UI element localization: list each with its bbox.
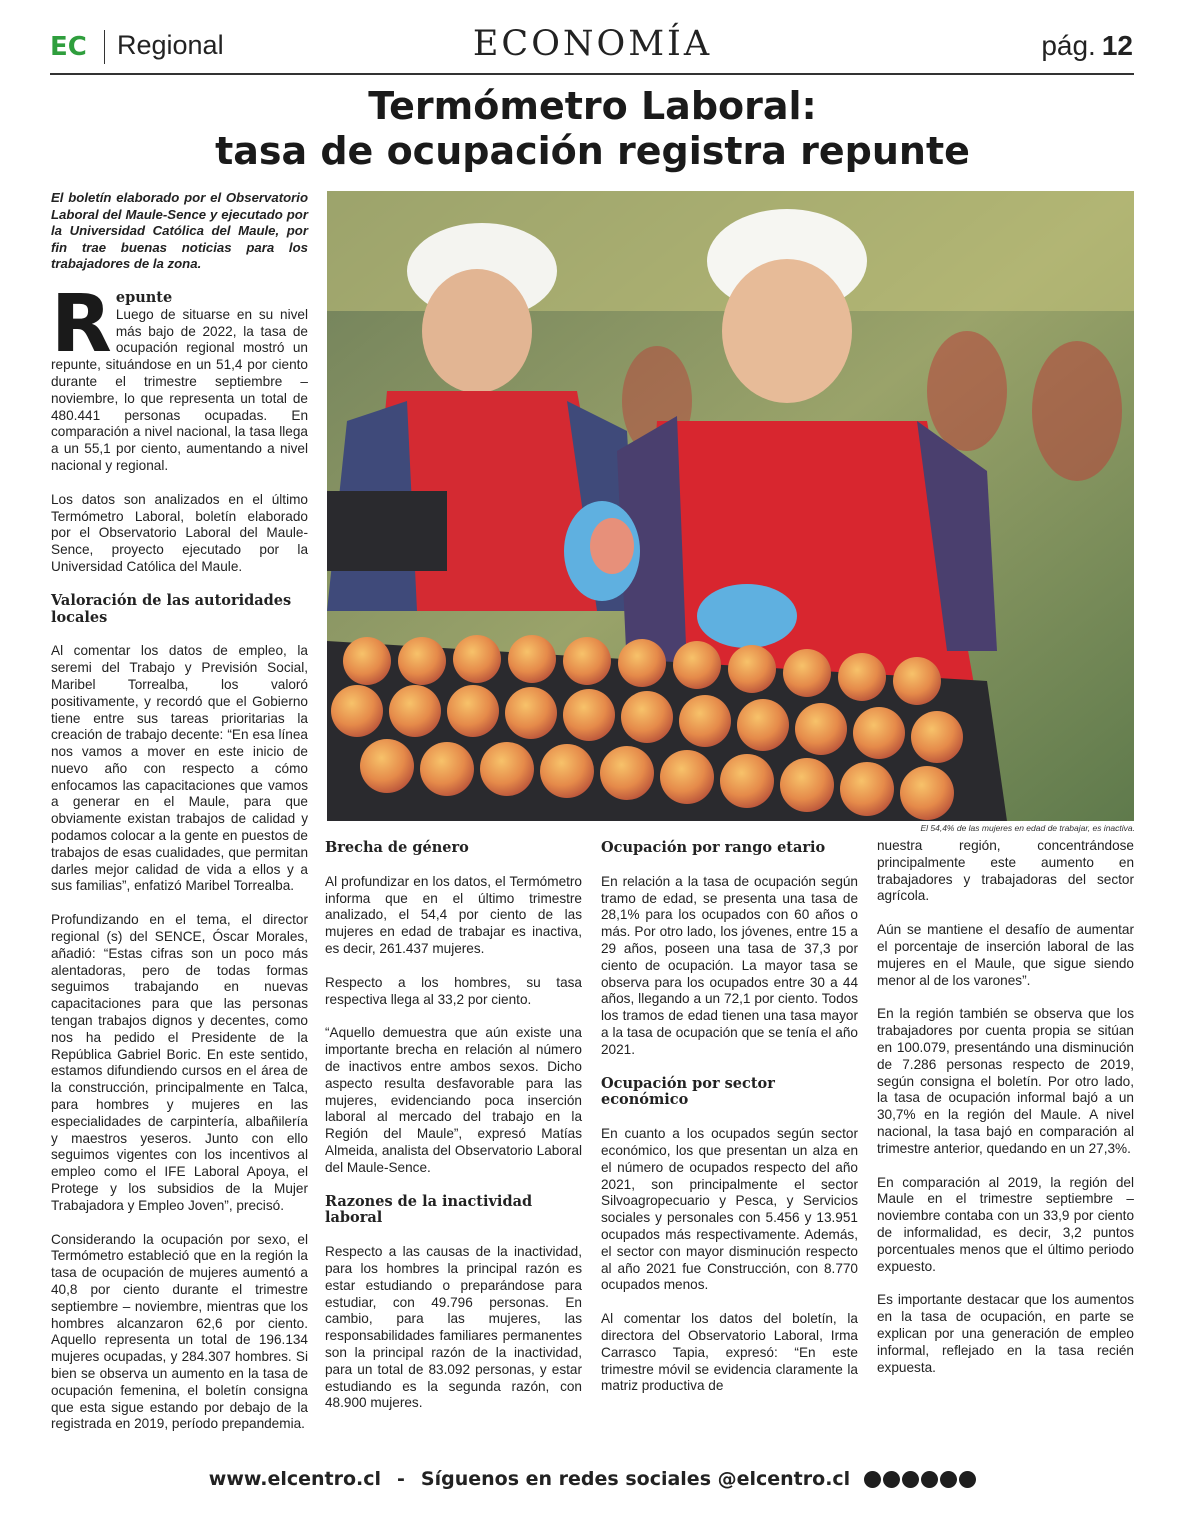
subheading: Ocupación por rango etario — [601, 839, 826, 856]
social-icons — [864, 1471, 976, 1488]
paragraph: En relación a la tasa de ocupación según tramo de edad, se presenta una tasa de 28,1% para los ocupados con 60 años o más. Por otro lado, los jóvenes, entre 15 a 29 años, poseen una tasa de 37,3 por ciento de ocupación. La mayor tasa se observa para los ocupados entre 30 a 44 años, llegando a un 72,1 por ciento. Todos los tramos de edad tienen una tasa mayor a la tasa de ocupación que se tenía el año 2021. — [601, 873, 858, 1057]
page-footer — [0, 1468, 1185, 1490]
column-4 — [877, 838, 1134, 1393]
paragraph: Considerando la ocupación por sexo, el Termómetro estableció que en la región la tasa de ocupación de mujeres aumentó a 40,8 por ciento durante el trimestre septiembre – noviembre, mientras que los hombres alcanzaron 62,6 por ciento. Aquello representa un total de 196.134 mujeres ocupadas, y 284.307 hombres. Si bien se observa un aumento en la tasa de ocupación femenina, el boletín consigna que esta sigue estando por debajo de la registrada en 2019, período prepandemia. — [51, 1231, 308, 1432]
youtube-icon[interactable] — [902, 1471, 919, 1488]
website-link[interactable]: www.elcentro.cl — [208, 1468, 382, 1490]
column-2 — [325, 840, 582, 1429]
paragraph: Luego de situarse en su nivel más bajo de 2022, la tasa de ocupación regional mostró un repunte, situándose en un 51,4 por ciento durante el trimestre septiembre – noviembre, lo que representa un total de 480.441 personas ocupadas. En comparación a nivel nacional, la tasa llega a un 55,1 por ciento, aumentando a nivel nacional y regional. — [51, 306, 308, 473]
paragraph: Aún se mantiene el desafío de aumentar el porcentaje de inserción laboral de las mujeres en el Maule, que sigue siendo menor al de los varones”. — [877, 922, 1134, 988]
headline-line-2: tasa de ocupación registra repunte — [215, 129, 970, 173]
paragraph: Respecto a los hombres, su tasa respectiva llega al 33,2 por ciento. — [325, 974, 582, 1007]
paragraph: En comparación al 2019, la región del Maule en el trimestre septiembre – noviembre contaba con un 33,9 por ciento de informalidad, es decir, 3,2 puntos porcentuales menos que el último periodo expuesto. — [877, 1174, 1134, 1274]
photo-illustration — [327, 191, 1134, 821]
section-title: ECONOMÍA — [472, 24, 713, 64]
instagram-icon[interactable] — [883, 1471, 900, 1488]
drop-cap: R — [51, 277, 112, 370]
twitter-icon[interactable] — [921, 1471, 938, 1488]
paragraph: Los datos son analizados en el último Termómetro Laboral, boletín elaborado por el Observatorio Laboral del Maule-Sence, proyecto ejecutado por la Universidad Católica del Maule. — [51, 491, 308, 574]
paragraph: En cuanto a los ocupados según sector económico, los que presentan un alza en el número de ocupados respecto del año 2021, son principalmente el sector Silvoagropecuario y Pesca, y Servicios sociales y personales con 5.456 y 13.951 ocupados más respectivamente. Además, el sector con mayor disminución respecto al año 2021 fue Construcción, con 8.770 ocupados menos. — [601, 1126, 858, 1293]
section-label: Regional — [117, 30, 224, 60]
photo-caption: El 54,4% de las mujeres en edad de trabajar, es inactiva. — [920, 823, 1135, 833]
facebook-icon[interactable] — [864, 1471, 881, 1488]
subheading: Razones de la inactividad laboral — [325, 1192, 533, 1227]
column-1 — [51, 190, 308, 1450]
paragraph: Al comentar los datos del boletín, la directora del Observatorio Laboral, Irma Carrasco Tapia, expresó: “En este trimestre móvil se evidencia claramente la matriz productiva de — [601, 1311, 858, 1394]
headline-line-1: Termómetro Laboral: — [368, 84, 817, 128]
subheading: Brecha de género — [325, 839, 469, 856]
paragraph: Al profundizar en los datos, el Termómetro informa que en el último trimestre analizado, el 54,4 por ciento de las mujeres en edad de trabajar es inactiva, es decir, 261.437 mujeres. — [325, 873, 582, 956]
paragraph: En la región también se observa que los trabajadores por cuenta propia se sitúan en 100.079, presentándo una disminución de 7.286 personas respecto de 2019, según consigna el boletín. Por otro lado, la tasa de ocupación informal bajó a un 30,7% en la región del Maule. A nivel nacional, la tasa bajó en comparación al trimestre anterior, quedando en un 27,3%. — [877, 1006, 1134, 1156]
article-photo — [327, 191, 1134, 821]
paragraph: nuestra región, concentrándose principalmente este aumento en trabajadores y trabajadoras del sector agrícola. — [877, 838, 1134, 904]
page-number — [1041, 30, 1133, 62]
drop-heading: epunte — [115, 288, 173, 306]
spotify-icon[interactable] — [940, 1471, 957, 1488]
paragraph: Profundizando en el tema, el director regional (s) del SENCE, Óscar Morales, añadió: “Estas cifras son un poco más alentadoras, pero de todas formas seguimos trabajando en nuevas capacitaciones para que las personas tengan trabajos dignos y decentes, como nos ha pedido el Presidente de la República Gabriel Boric. En este sentido, estamos difundiendo cursos en el área de la construcción, principalmente en Talca, para hombres y mujeres en las especialidades de carpintería, albañilería y maestros yeseros. Junto con ello seguimos vigentes con los incentivos al empleo como el IFE Laboral Apoya, el Protege y los subsidios de la Mujer Trabajadora y Empleo Joven”, precisó. — [51, 912, 308, 1213]
page-label: pág. — [1041, 30, 1096, 61]
article-headline — [40, 84, 1145, 174]
article-lead: El boletín elaborado por el Observatorio Laboral del Maule-Sence y ejecutado por la Universidad Católica del Maule, por fin trae buenas noticias para los trabajadores de la zona. — [51, 190, 308, 272]
page-value: 12 — [1101, 30, 1133, 61]
tiktok-icon[interactable] — [959, 1471, 976, 1488]
svg-text:EC: EC — [50, 32, 87, 62]
paragraph: Al comentar los datos de empleo, la seremi del Trabajo y Previsión Social, Maribel Torrealba, los valoró positivamente, y recordó que el Gobierno tiene entre sus tareas prioritarias la creación de trabajo decente: “En esa línea nos vamos a mover en este inicio de nuevo año con respecto a cómo enfocamos las capacitaciones que vamos a generar en el Maule, para que obviamente existan trabajos de calidad y podamos colocar a la gente en puestos de trabajos de esas cualidades, que permitan darles mejor calidad de vida a ellos y a sus familias”, enfatizó Maribel Torrealba. — [51, 643, 308, 894]
paragraph: “Aquello demuestra que aún existe una importante brecha en relación al número de inactivos entre ambos sexos. Dicho aspecto resulta desfavorable para las mujeres, evidenciando poca inserción laboral al mercado del trabajo en la Región del Maule”, expresó Matías Almeida, analista del Observatorio Laboral del Maule-Sence. — [325, 1025, 582, 1175]
column-3 — [601, 840, 858, 1412]
subheading: Ocupación por sector económico — [601, 1074, 775, 1109]
social-handle[interactable]: Síguenos en redes sociales @elcentro.cl — [420, 1468, 851, 1490]
subheading: Valoración de las autoridades locales — [51, 591, 292, 626]
footer-separator: - — [397, 1468, 405, 1490]
paragraph: Es importante destacar que los aumentos en la tasa de ocupación, en parte se explican por una generación de empleo informal, reflejado en la tasa recién expuesta. — [877, 1292, 1134, 1375]
paragraph: Respecto a las causas de la inactividad, para los hombres la principal razón es estar estudiando o preparándose para estudiar, con 49.796 personas. En cambio, para las mujeres, las responsabilidades familiares permanentes son la principal razón de la inactividad, para un total de 83.092 personas, y estar estudiando es la segunda razón, con 48.900 mujeres. — [325, 1244, 582, 1411]
header-rule — [50, 73, 1134, 75]
